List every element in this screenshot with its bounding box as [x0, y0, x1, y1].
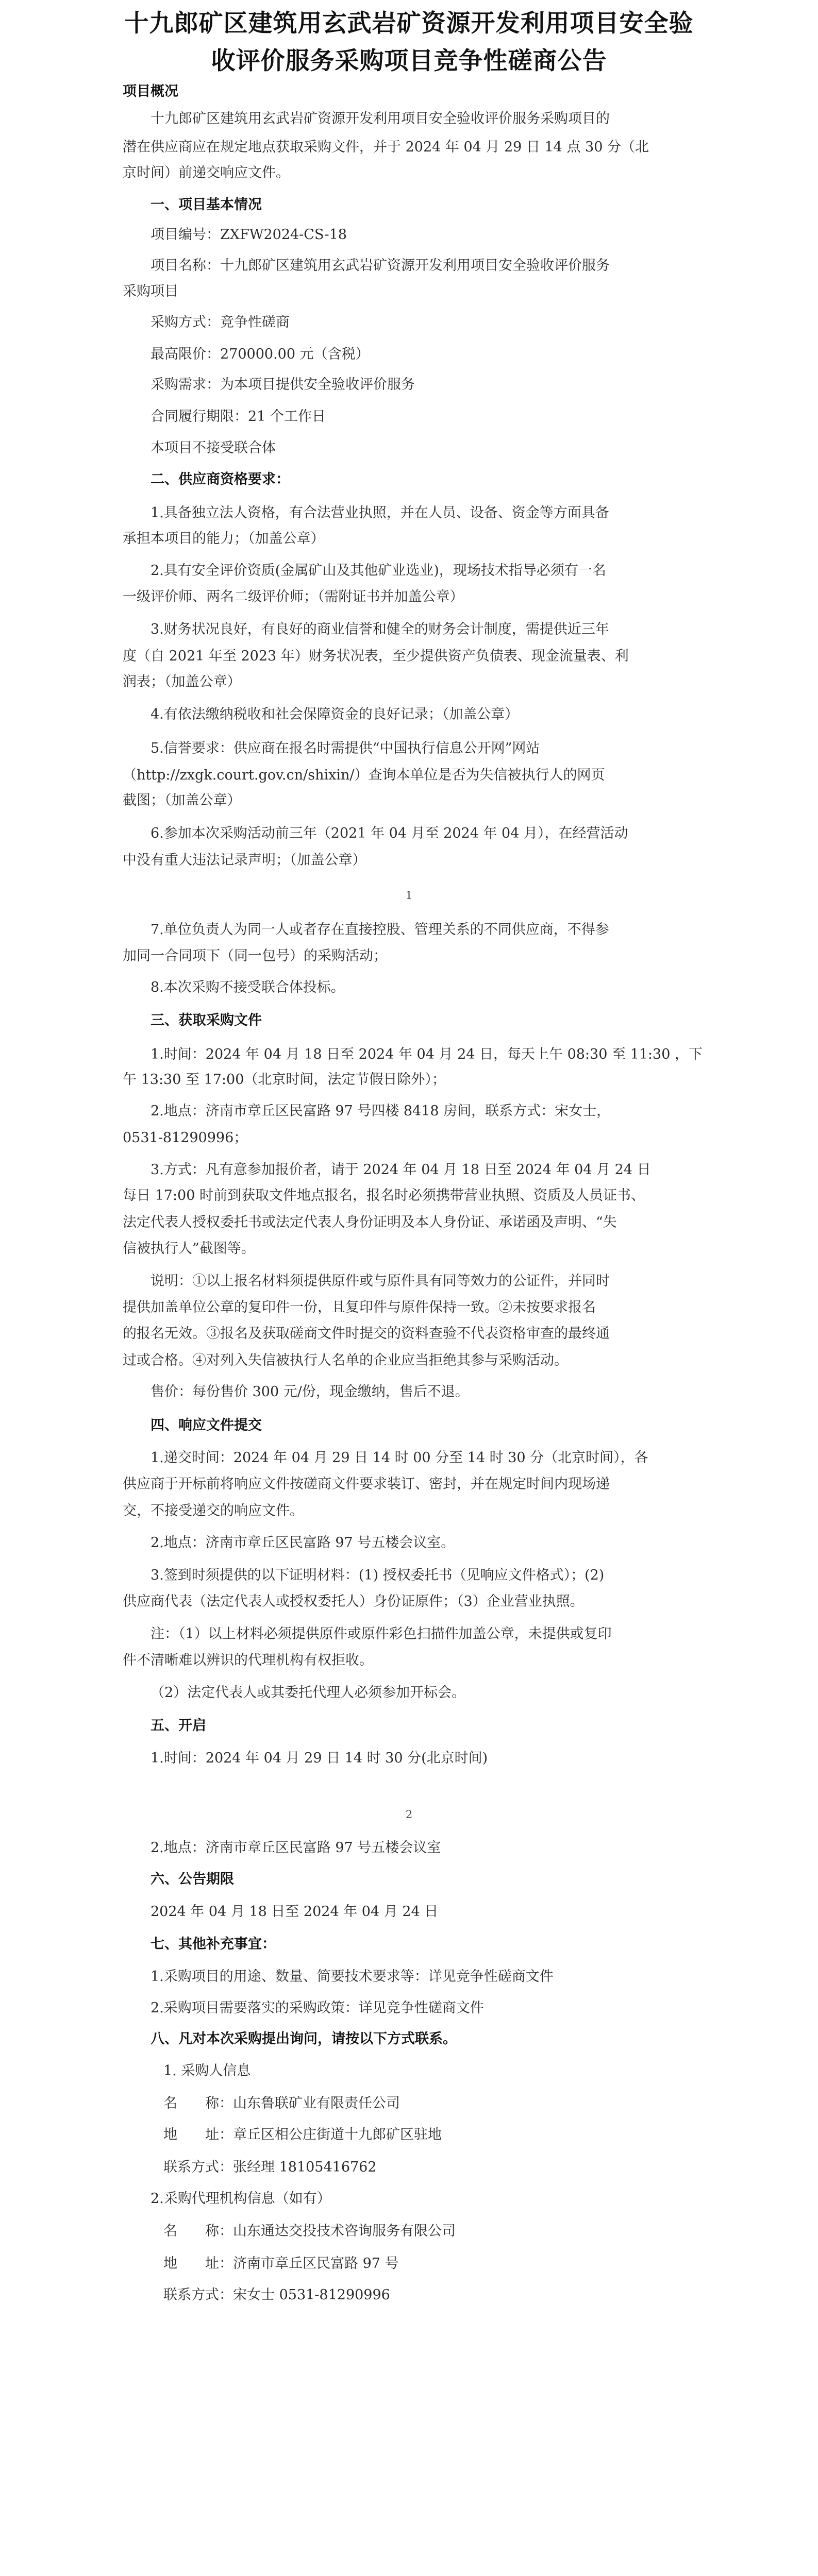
- paragraph-line: 2024 年 04 月 18 日至 2024 年 04 月 24 日: [151, 1904, 439, 1920]
- purchaser-address: 地 址：章丘区相公庄街道十九郎矿区驻地: [163, 2127, 442, 2143]
- section-heading: 项目概况: [123, 83, 178, 99]
- paragraph-line: 2.地点：济南市章丘区民富路 97 号四楼 8418 房间，联系方式：宋女士，: [151, 1103, 611, 1119]
- section-heading: 一、项目基本情况: [151, 197, 262, 213]
- paragraph-line: 0531-81290996；: [123, 1130, 248, 1146]
- agency-name: 名 称：山东通达交投技术咨询服务有限公司: [163, 2223, 456, 2239]
- paragraph-line: 2.地点：济南市章丘区民富路 97 号五楼会议室: [151, 1840, 441, 1856]
- section-heading: 二、供应商资格要求：: [151, 471, 290, 487]
- contract-period: 合同履行期限：21 个工作日: [151, 409, 326, 425]
- paragraph-line: 中没有重大违法记录声明；（加盖公章）: [123, 852, 366, 868]
- paragraph-line: 的报名无效。③报名及获取磋商文件时提交的资料查验不代表资格审查的最终通: [123, 1326, 610, 1342]
- paragraph-line: 3.方式：凡有意参加报价者，请于 2024 年 04 月 18 日至 2024 年 04 月 24 日: [151, 1162, 651, 1178]
- paragraph-line: 6.参加本次采购活动前三年（2021 年 04 月至 2024 年 04 月），在经营活动: [151, 825, 628, 841]
- paragraph-line: 2.采购代理机构信息（如有）: [151, 2191, 331, 2207]
- procurement-method: 采购方式：竞争性磋商: [151, 314, 290, 330]
- paragraph-line: 润表；（加盖公章）: [123, 674, 241, 690]
- paragraph-line: 说明：①以上报名材料须提供原件或与原件具有同等效力的公证件，并同时: [151, 1273, 610, 1289]
- page-number: 2: [405, 1808, 413, 1821]
- paragraph-line: 每日 17:00 时前到获取文件地点报名，报名时必须携带营业执照、资质及人员证书、: [123, 1188, 645, 1204]
- max-price: 最高限价：270000.00 元（含税）: [151, 346, 370, 362]
- purchaser-name: 名 称：山东鲁联矿业有限责任公司: [163, 2095, 400, 2111]
- paragraph-line: 交，不接受递交的响应文件。: [123, 1503, 304, 1519]
- paragraph-line: 度（自 2021 年至 2023 年）财务状况表，至少提供资产负债表、现金流量表、利: [123, 648, 629, 664]
- paragraph-line: （http://zxgk.court.gov.cn/shixin/）查询本单位是否为失信被执行人的网页: [123, 767, 605, 783]
- paragraph-line: 供应商于开标前将响应文件按磋商文件要求装订、密封，并在规定时间内现场递: [123, 1476, 610, 1492]
- project-name-cont: 采购项目: [123, 283, 178, 299]
- paragraph-line: 2.地点：济南市章丘区民富路 97 号五楼会议室。: [151, 1535, 455, 1551]
- paragraph-line: 4.有依法缴纳税收和社会保障资金的良好记录；（加盖公章）: [151, 706, 519, 722]
- section-heading: 七、其他补充事宜：: [151, 1936, 276, 1952]
- section-heading: 六、公告期限: [151, 1871, 234, 1887]
- paragraph-line: 1.采购项目的用途、数量、简要技术要求等：详见竞争性磋商文件: [151, 1969, 554, 1985]
- section-heading: 四、响应文件提交: [151, 1417, 262, 1433]
- paragraph-line: （2）法定代表人或其委托代理人必须参加开标会。: [151, 1685, 466, 1701]
- paragraph-line: 1.时间：2024 年 04 月 29 日 14 时 30 分(北京时间): [151, 1750, 488, 1766]
- paragraph-line: 1.递交时间：2024 年 04 月 29 日 14 时 00 分至 14 时 30 分（北京时间），各: [151, 1450, 648, 1466]
- paragraph-line: 截图；（加盖公章）: [123, 792, 241, 808]
- section-heading: 三、获取采购文件: [151, 1012, 262, 1028]
- paragraph-line: 3.签到时须提供的以下证明材料：(1) 授权委托书（见响应文件格式）；(2): [151, 1567, 605, 1583]
- project-name: 项目名称：十九郎矿区建筑用玄武岩矿资源开发利用项目安全验收评价服务: [151, 258, 610, 274]
- paragraph-line: 1. 采购人信息: [163, 2063, 251, 2079]
- paragraph-line: 1.具备独立法人资格，有合法营业执照，并在人员、设备、资金等方面具备: [151, 505, 609, 521]
- paragraph-line: 加同一合同项下（同一包号）的采购活动；: [123, 948, 387, 964]
- paragraph-line: 法定代表人授权委托书或法定代表人身份证明及本人身份证、承诺函及声明、“失: [123, 1214, 617, 1230]
- page-number: 1: [405, 889, 413, 902]
- agency-contact: 联系方式：宋女士 0531-81290996: [163, 2287, 390, 2303]
- paragraph-line: 一级评价师、两名二级评价师；（需附证书并加盖公章）: [123, 589, 464, 605]
- section-heading: 八、凡对本次采购提出询问，请按以下方式联系。: [151, 2031, 457, 2047]
- procurement-need: 采购需求：为本项目提供安全验收评价服务: [151, 377, 415, 393]
- paragraph-line: 潜在供应商应在规定地点获取采购文件，并于 2024 年 04 月 29 日 14 点 30 分（北: [123, 139, 649, 155]
- section-heading: 五、开启: [151, 1718, 206, 1734]
- agency-address: 地 址：济南市章丘区民富路 97 号: [163, 2256, 399, 2272]
- paragraph-line: 过或合格。④对列入失信被执行人名单的企业应当拒绝其参与采购活动。: [123, 1352, 568, 1368]
- paragraph-line: 8.本次采购不接受联合体投标。: [151, 979, 345, 995]
- paragraph-line: 2.采购项目需要落实的采购政策：详见竞争性磋商文件: [151, 2000, 484, 2016]
- paragraph-line: 信被执行人”截图等。: [123, 1241, 255, 1257]
- title-line-1: 十九郎矿区建筑用玄武岩矿资源开发利用项目安全验: [124, 9, 694, 38]
- paragraph-line: 3.财务状况良好，有良好的商业信誉和健全的财务会计制度，需提供近三年: [151, 621, 609, 637]
- paragraph-line: 提供加盖单位公章的复印件一份，且复印件与原件保持一致。②未按要求报名: [123, 1299, 596, 1315]
- paragraph-line: 件不清晰难以辨识的代理机构有权拒收。: [123, 1652, 373, 1668]
- paragraph-line: 7.单位负责人为同一人或者存在直接控股、管理关系的不同供应商，不得参: [151, 922, 609, 938]
- paragraph-line: 5.信誉要求：供应商在报名时需提供“中国执行信息公开网”网站: [151, 740, 540, 756]
- paragraph-line: 承担本项目的能力；（加盖公章）: [123, 531, 325, 547]
- title-line-2: 收评价服务采购项目竞争性磋商公告: [211, 47, 607, 75]
- paragraph-line: 供应商代表（法定代表人或授权委托人）身份证原件；（3）企业营业执照。: [123, 1594, 584, 1609]
- paragraph-line: 注：（1）以上材料必须提供原件或原件彩色扫描件加盖公章，未提供或复印: [151, 1626, 612, 1642]
- paragraph-line: 午 13:30 至 17:00（北京时间，法定节假日除外）；: [123, 1072, 446, 1088]
- paragraph-line: 1.时间：2024 年 04 月 18 日至 2024 年 04 月 24 日，每天上午 08:30 至 11:30 ，下: [151, 1046, 703, 1062]
- paragraph-line: 十九郎矿区建筑用玄武岩矿资源开发利用项目安全验收评价服务采购项目的: [151, 111, 610, 127]
- no-consortium: 本项目不接受联合体: [151, 440, 276, 456]
- paragraph-line: 售价：每份售价 300 元/份，现金缴纳，售后不退。: [151, 1384, 469, 1400]
- paragraph-line: 2.具有安全评价资质(金属矿山及其他矿业选业)，现场技术指导必须有一名: [151, 563, 606, 579]
- project-number: 项目编号：ZXFW2024-CS-18: [151, 227, 347, 243]
- paragraph-line: 京时间）前递交响应文件。: [123, 165, 290, 181]
- purchaser-contact: 联系方式：张经理 18105416762: [163, 2159, 377, 2175]
